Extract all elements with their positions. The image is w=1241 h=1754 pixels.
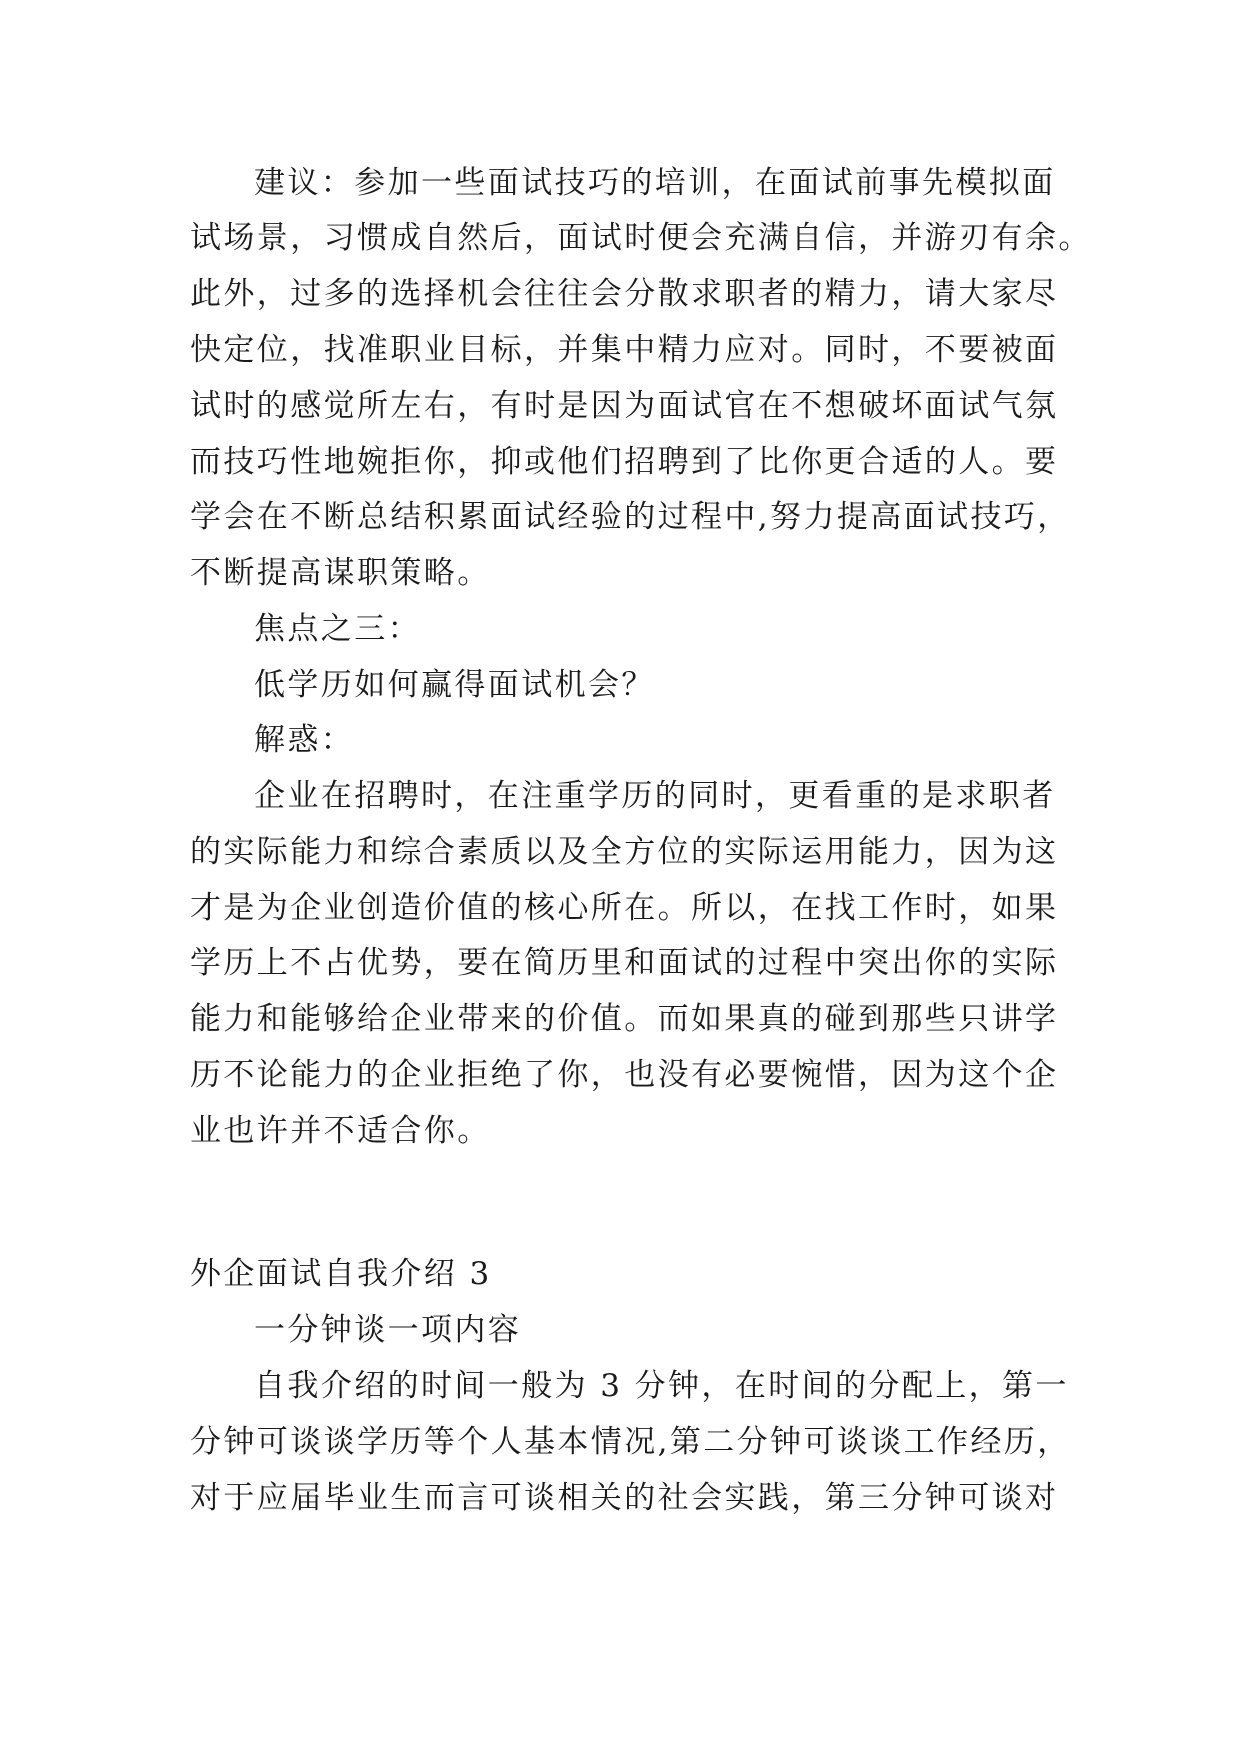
subheading: 一分钟谈一项内容 xyxy=(254,1312,522,1348)
text-line: 企业在招聘时，在注重学历的同时，更看重的是求职者 xyxy=(254,778,1056,814)
section-label: 解惑： xyxy=(254,722,355,758)
text-line: 学会在不断总结积累面试经验的过程中,努力提高面试技巧， xyxy=(190,499,1071,535)
section-heading: 外企面试自我介绍 3 xyxy=(190,1256,492,1292)
text-line: 的实际能力和综合素质以及全方位的实际运用能力，因为这 xyxy=(190,834,1059,870)
text-line: 快定位，找准职业目标，并集中精力应对。同时，不要被面 xyxy=(190,332,1059,368)
text-line: 历不论能力的企业拒绝了你，也没有必要惋惜，因为这个企 xyxy=(190,1057,1059,1093)
text-line: 不断提高谋职策略。 xyxy=(190,555,491,591)
text-line: 对于应届毕业生而言可谈相关的社会实践，第三分钟可谈对 xyxy=(190,1480,1059,1516)
text-line: 试场景，习惯成自然后，面试时便会充满自信，并游刃有余。 xyxy=(190,220,1092,256)
question-line: 低学历如何赢得面试机会？ xyxy=(254,667,655,703)
section-label: 焦点之三： xyxy=(254,611,421,647)
text-line: 学历上不占优势，要在简历里和面试的过程中突出你的实际 xyxy=(190,945,1059,981)
text-line: 业也许并不适合你。 xyxy=(190,1113,491,1149)
text-line: 而技巧性地婉拒你，抑或他们招聘到了比你更合适的人。要 xyxy=(190,444,1059,480)
text-line: 试时的感觉所左右，有时是因为面试官在不想破坏面试气氛 xyxy=(190,388,1059,424)
text-line: 此外，过多的选择机会往往会分散求职者的精力，请大家尽 xyxy=(190,276,1059,312)
text-line: 能力和能够给企业带来的价值。而如果真的碰到那些只讲学 xyxy=(190,1001,1059,1037)
text-line: 建议：参加一些面试技巧的培训，在面试前事先模拟面 xyxy=(254,165,1056,201)
text-line: 分钟可谈谈学历等个人基本情况,第二分钟可谈谈工作经历， xyxy=(190,1424,1071,1460)
text-line: 才是为企业创造价值的核心所在。所以，在找工作时，如果 xyxy=(190,890,1059,926)
text-line: 自我介绍的时间一般为 3 分钟，在时间的分配上，第一 xyxy=(254,1368,1069,1404)
